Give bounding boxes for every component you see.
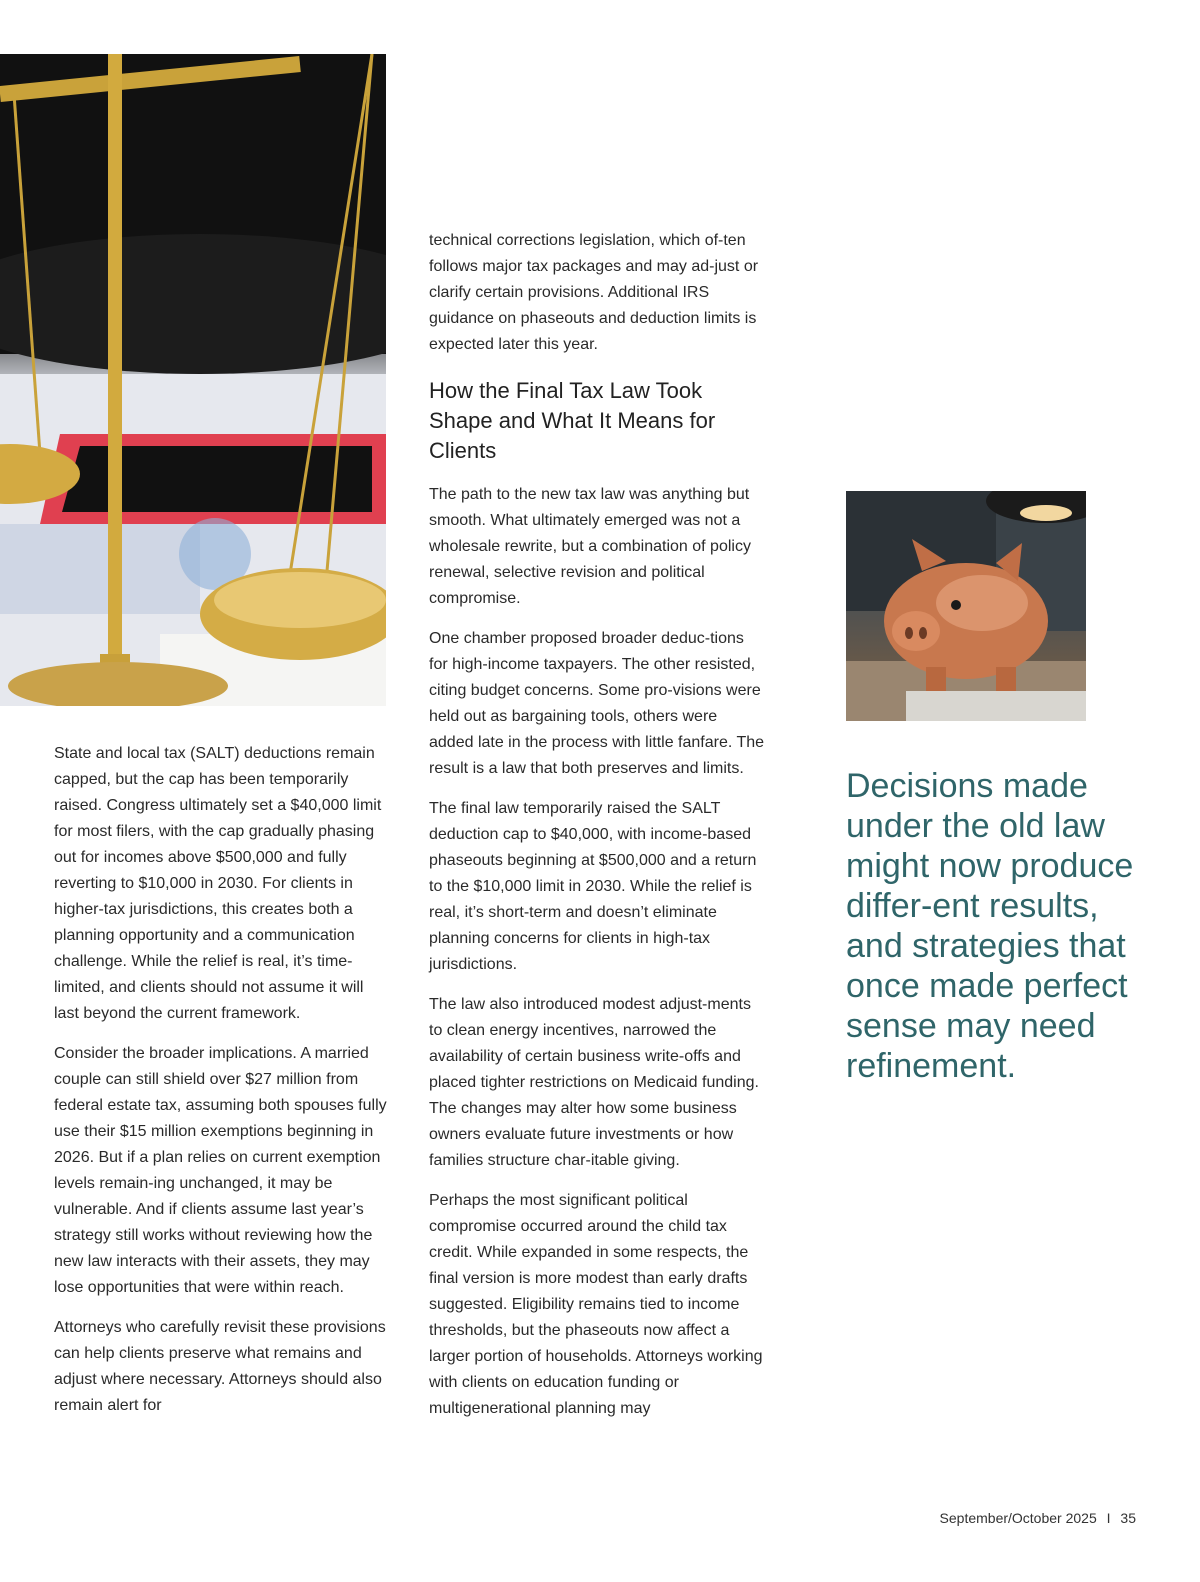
left-column [54,741,390,1433]
middle-paragraph-4: The law also introduced modest adjust-ments to clean energy incentives, narrowed the availability of certain business write-offs and placed tighter restrictions on Medicaid funding. The changes may alter how some business owners evaluate future investments or how families structure char-itable giving. [429,996,759,1169]
page-footer [940,1510,1136,1526]
issue-date: September/October 2025 [939,1510,1097,1526]
page-number: 35 [1120,1510,1136,1526]
middle-paragraph-3: The final law temporarily raised the SALT deduction cap to $40,000, with income-based phaseouts beginning at $500,000 and a return to the $10,000 limit in 2030. While the relief is real, it’s short-term and doesn’t eliminate planning concerns for clients in high-tax jurisdictions. [429,800,757,973]
scales-of-justice-photo [0,54,386,706]
left-paragraph-1: State and local tax (SALT) deductions remain capped, but the cap has been temporarily raised. Congress ultimately set a $40,000 limit for most filers, with the cap gradually phasing out for incomes above $500,000 and fully reverting to $10,000 in 2030. For clients in higher-tax jurisdictions, this creates both a planning opportunity and a communication challenge. While the relief is real, it’s time-limited, and clients should not assume it will last beyond the current framework. [54,745,382,1022]
piggy-bank-illustration [846,491,1086,721]
middle-paragraph-1: The path to the new tax law was anything but smooth. What ultimately emerged was not a wholesale rewrite, but a combination of policy renewal, selective revision and political compromise. [429,486,751,607]
section-heading: How the Final Tax Law Took Shape and What It Means for Clients [429,378,716,463]
pull-quote: Decisions made under the old law might now produce differ-ent results, and strategies that once made perfect sense may need refinement. [846,767,1134,1085]
left-paragraph-3: Attorneys who carefully revisit these provisions can help clients preserve what remains and adjust where necessary. Attorneys should also remain alert for [54,1319,386,1414]
piggy-bank-photo [846,491,1086,721]
middle-intro: technical corrections legislation, which of-ten follows major tax packages and may ad-just or clarify certain provisions. Additional IRS guidance on phaseouts and deduction limits is expected later this year. [429,232,759,353]
footer-separator: I [1106,1510,1111,1526]
middle-paragraph-5: Perhaps the most significant political compromise occurred around the child tax credit. While expanded in some respects, the final version is more modest than early drafts suggested. Eligibility remains tied to income thresholds, but the phaseouts now affect a larger portion of households. Attorneys working with clients on education funding or multigenerational planning may [429,1192,763,1417]
middle-paragraph-2: One chamber proposed broader deduc-tions for high-income taxpayers. The other resisted, citing budget concerns. Some pro-visions were held out as bargaining tools, others were added late in the process with little fanfare. The result is a law that both preserves and limits. [429,630,765,777]
scales-illustration [0,54,386,706]
middle-column [429,228,765,1436]
left-paragraph-2: Consider the broader implications. A married couple can still shield over $27 million from federal estate tax, assuming both spouses fully use their $15 million exemptions beginning in 2026. But if a plan relies on current exemption levels remain-ing unchanged, it may be vulnerable. And if clients assume last year’s strategy still works without reviewing how the new law interacts with their assets, they may lose opportunities that were within reach. [54,1045,387,1296]
